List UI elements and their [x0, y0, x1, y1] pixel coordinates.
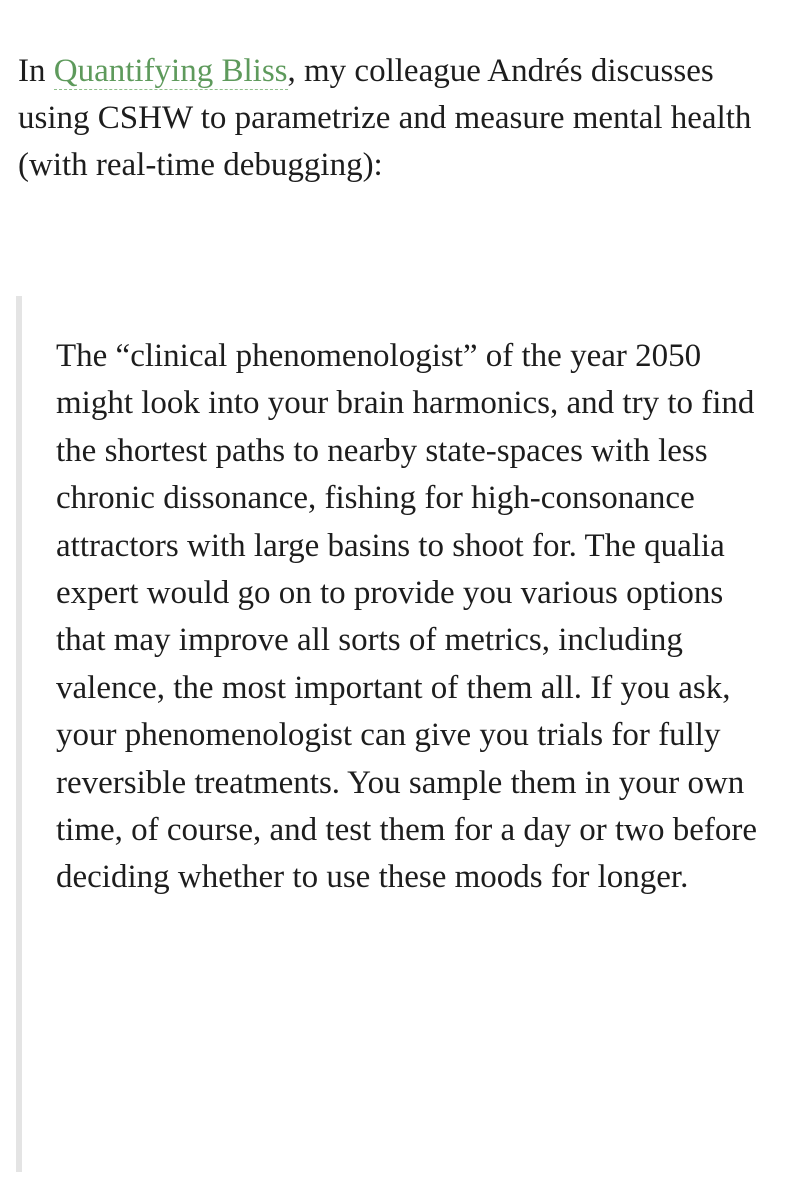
quantifying-bliss-link[interactable]: Quantifying Bliss	[53, 53, 288, 89]
blockquote-border	[16, 296, 22, 1172]
intro-prefix: In	[18, 53, 54, 89]
intro-suffix: , my colleague Andrés discusses using CSHW to parametrize and measure mental health (with real-time debugging):	[18, 53, 752, 183]
intro-paragraph	[18, 48, 758, 189]
blockquote	[16, 296, 776, 1172]
blockquote-text: The “clinical phenomenologist” of the year 2050 might look into your brain harmonics, and try to find the shortest paths to nearby state-spaces with less chronic dissonance, fishing for high-consonance attractors with large basins to shoot for. The qualia expert would go on to provide you various options that may improve all sorts of metrics, including valence, the most important of them all. If you ask, your phenomenologist can give you trials for fully reversible treatments. You sample them in your own time, of course, and test them for a day or two before deciding whether to use these moods for longer.	[56, 338, 758, 896]
